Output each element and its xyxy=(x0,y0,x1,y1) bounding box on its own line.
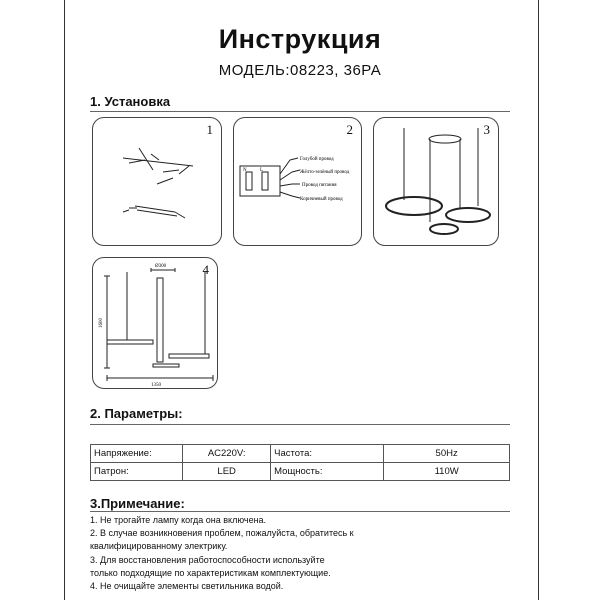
parameters-table xyxy=(90,444,510,481)
note-line: только подходящие по характеристикам комплектующие. xyxy=(90,567,331,578)
note-line: 2. В случае возникновения проблем, пожалуйста, обратитесь к xyxy=(90,528,354,539)
step-number: 4 xyxy=(202,262,209,277)
assembled-lamp-diagram xyxy=(374,118,498,245)
param-value: AC220V: xyxy=(183,445,271,463)
note-line: квалифицированному электрику. xyxy=(90,541,228,552)
table-row xyxy=(91,445,510,463)
step-number: 2 xyxy=(346,122,353,137)
dimension-width: 1350 xyxy=(151,383,161,388)
model-number: МОДЕЛЬ:08223, 36РА xyxy=(218,62,382,79)
install-step-1-panel xyxy=(92,117,222,246)
wire-label: Жёлто-зелёный провод xyxy=(300,170,350,175)
wire-label: Голубой провод xyxy=(300,157,334,162)
wire-label: Коричневый провод xyxy=(300,197,343,202)
section-parameters-heading: 2. Параметры: xyxy=(90,406,183,421)
param-value: LED xyxy=(183,463,271,481)
param-label: Частота: xyxy=(271,445,384,463)
param-label: Напряжение: xyxy=(91,445,183,463)
terminal-label: N xyxy=(243,168,247,173)
wire-label: Провод питания xyxy=(302,183,337,188)
section-installation-heading: 1. Установка xyxy=(90,94,171,109)
param-label: Мощность: xyxy=(271,463,384,481)
notes-list xyxy=(90,514,354,593)
dimension-height: 1600 xyxy=(99,318,104,328)
install-step-2-panel xyxy=(233,117,362,246)
wiring-diagram xyxy=(234,118,361,245)
section-divider xyxy=(90,424,510,425)
section-divider xyxy=(90,511,510,512)
step-number: 1 xyxy=(206,122,213,137)
note-line: 1. Не трогайте лампу когда она включена. xyxy=(90,515,267,525)
param-value: 110W xyxy=(384,463,510,481)
param-label: Патрон: xyxy=(91,463,183,481)
table-row xyxy=(91,463,510,481)
terminal-label: L xyxy=(260,168,264,173)
param-value: 50Hz xyxy=(384,445,510,463)
step-number: 3 xyxy=(483,122,490,137)
dimensions-diagram xyxy=(93,258,217,388)
section-divider xyxy=(90,111,510,112)
section-notes-heading: 3.Примечание: xyxy=(90,496,185,511)
note-line: 3. Для восстановления работоспособности используйте xyxy=(90,554,325,565)
dimension-diameter: Ø300 xyxy=(155,264,167,269)
ceiling-mount-diagram xyxy=(93,118,221,245)
install-step-4-panel xyxy=(92,257,218,389)
install-step-3-panel xyxy=(373,117,499,246)
page-title: Инструкция xyxy=(218,24,382,54)
note-line: 4. Не очищайте элементы светильника водой. xyxy=(90,581,284,592)
